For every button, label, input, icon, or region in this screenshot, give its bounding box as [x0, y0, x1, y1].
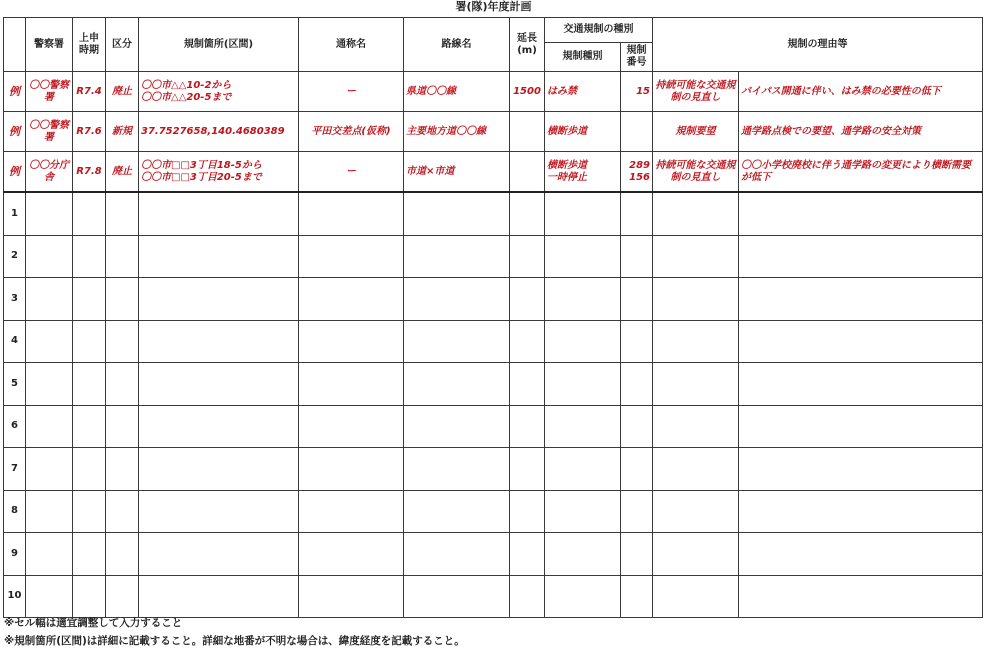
header-category: 区分: [106, 18, 139, 72]
cell-reg-no[interactable]: [621, 490, 653, 533]
cell-length[interactable]: [510, 363, 545, 406]
example-reason: 〇〇小学校廃校に伴う通学路の変更により横断需要が低下: [739, 152, 983, 193]
table-row: [4, 490, 983, 533]
example-station: 〇〇分庁舎: [26, 152, 73, 193]
example-reason-tag: 規制要望: [653, 112, 739, 152]
cell-common-name[interactable]: [299, 235, 404, 278]
cell-reason[interactable]: [739, 533, 983, 576]
example-label: 例: [4, 72, 26, 112]
cell-reg-no[interactable]: [621, 235, 653, 278]
example-common-name: ー: [299, 152, 404, 193]
row-number: 7: [4, 448, 26, 491]
cell-route[interactable]: [404, 575, 510, 618]
cell-common-name[interactable]: [299, 363, 404, 406]
cell-reg-type[interactable]: [545, 192, 621, 235]
table-row: [4, 192, 983, 235]
row-number: 9: [4, 533, 26, 576]
cell-reg-no[interactable]: [621, 278, 653, 321]
header-regulation-type: 規制種別: [545, 43, 621, 72]
header-location: 規制箇所(区間): [139, 18, 299, 72]
example-reason-tag: 持続可能な交通規制の見直し: [653, 152, 739, 193]
example-reg-no: 15: [621, 72, 653, 112]
example-reason: 通学路点検での要望、通学路の安全対策: [739, 112, 983, 152]
cell-location[interactable]: [139, 278, 299, 321]
example-period: R7.8: [73, 152, 106, 193]
example-reg-no: 289 156: [621, 152, 653, 193]
cell-period[interactable]: [73, 575, 106, 618]
cell-location[interactable]: [139, 575, 299, 618]
row-number: 8: [4, 490, 26, 533]
table-row: [4, 448, 983, 491]
header-reason: 規制の理由等: [653, 18, 983, 72]
cell-category[interactable]: [106, 448, 139, 491]
cell-route[interactable]: [404, 320, 510, 363]
cell-reason[interactable]: [739, 192, 983, 235]
cell-station[interactable]: [26, 490, 73, 533]
cell-location[interactable]: [139, 363, 299, 406]
cell-length[interactable]: [510, 448, 545, 491]
cell-route[interactable]: [404, 490, 510, 533]
cell-reg-no[interactable]: [621, 405, 653, 448]
cell-location[interactable]: [139, 533, 299, 576]
cell-reg-no[interactable]: [621, 363, 653, 406]
cell-length[interactable]: [510, 192, 545, 235]
cell-station[interactable]: [26, 320, 73, 363]
cell-category[interactable]: [106, 363, 139, 406]
cell-reason-tag[interactable]: [653, 533, 739, 576]
cell-reason[interactable]: [739, 448, 983, 491]
table-row: [4, 575, 983, 618]
cell-station[interactable]: [26, 405, 73, 448]
cell-station[interactable]: [26, 533, 73, 576]
example-length: [510, 152, 545, 193]
cell-location[interactable]: [139, 192, 299, 235]
cell-reg-type[interactable]: [545, 405, 621, 448]
example-category: 廃止: [106, 152, 139, 193]
header-common-name: 通称名: [299, 18, 404, 72]
example-station: 〇〇警察署: [26, 72, 73, 112]
example-route: 県道〇〇線: [404, 72, 510, 112]
example-common-name: 平田交差点(仮称): [299, 112, 404, 152]
cell-reason[interactable]: [739, 405, 983, 448]
cell-location[interactable]: [139, 405, 299, 448]
cell-reason[interactable]: [739, 235, 983, 278]
plan-table: [3, 17, 983, 618]
cell-reason-tag[interactable]: [653, 320, 739, 363]
cell-reg-no[interactable]: [621, 192, 653, 235]
cell-route[interactable]: [404, 235, 510, 278]
cell-common-name[interactable]: [299, 575, 404, 618]
cell-reason[interactable]: [739, 320, 983, 363]
cell-common-name[interactable]: [299, 192, 404, 235]
cell-category[interactable]: [106, 490, 139, 533]
header-station: 警察署: [26, 18, 73, 72]
cell-period[interactable]: [73, 490, 106, 533]
cell-reg-type[interactable]: [545, 363, 621, 406]
page-title: 署(隊)年度計画: [455, 0, 532, 13]
cell-location[interactable]: [139, 448, 299, 491]
cell-station[interactable]: [26, 278, 73, 321]
example-label: 例: [4, 152, 26, 193]
cell-reg-no[interactable]: [621, 533, 653, 576]
cell-length[interactable]: [510, 575, 545, 618]
cell-station[interactable]: [26, 192, 73, 235]
row-number: 4: [4, 320, 26, 363]
cell-reason-tag[interactable]: [653, 575, 739, 618]
cell-reason-tag[interactable]: [653, 363, 739, 406]
table-row: [4, 533, 983, 576]
cell-route[interactable]: [404, 278, 510, 321]
header-length: 延長(m): [510, 18, 545, 72]
note-location-detail: ※規制箇所(区間)は詳細に記載すること。詳細な地番が不明な場合は、緯度経度を記載すること。: [4, 635, 465, 647]
cell-reg-type[interactable]: [545, 575, 621, 618]
example-reg-type: 横断歩道: [545, 112, 621, 152]
table-header: [4, 18, 983, 72]
example-category: 新規: [106, 112, 139, 152]
row-number: 3: [4, 278, 26, 321]
cell-reason[interactable]: [739, 278, 983, 321]
cell-period[interactable]: [73, 405, 106, 448]
cell-reason-tag[interactable]: [653, 490, 739, 533]
example-route: 市道×市道: [404, 152, 510, 193]
cell-period[interactable]: [73, 320, 106, 363]
header-row-label: [4, 18, 26, 72]
example-reg-no: [621, 112, 653, 152]
cell-category[interactable]: [106, 405, 139, 448]
cell-reg-type[interactable]: [545, 320, 621, 363]
cell-reg-type[interactable]: [545, 533, 621, 576]
cell-station[interactable]: [26, 575, 73, 618]
row-number: 6: [4, 405, 26, 448]
cell-category[interactable]: [106, 575, 139, 618]
cell-reason-tag[interactable]: [653, 405, 739, 448]
cell-category[interactable]: [106, 278, 139, 321]
notes: [4, 614, 984, 650]
example-location: 37.7527658,140.4680389: [139, 112, 299, 152]
table-row: [4, 405, 983, 448]
cell-reason[interactable]: [739, 490, 983, 533]
example-station: 〇〇警察署: [26, 112, 73, 152]
cell-reason[interactable]: [739, 363, 983, 406]
cell-common-name[interactable]: [299, 320, 404, 363]
example-period: R7.4: [73, 72, 106, 112]
header-regulation-no: 規制番号: [621, 43, 653, 72]
cell-period[interactable]: [73, 533, 106, 576]
cell-reg-type[interactable]: [545, 490, 621, 533]
cell-route[interactable]: [404, 448, 510, 491]
table-body: [4, 72, 983, 618]
example-route: 主要地方道〇〇線: [404, 112, 510, 152]
cell-reason-tag[interactable]: [653, 235, 739, 278]
example-location: 〇〇市△△10-2から 〇〇市△△20-5まで: [139, 72, 299, 112]
cell-category[interactable]: [106, 320, 139, 363]
cell-common-name[interactable]: [299, 448, 404, 491]
cell-location[interactable]: [139, 235, 299, 278]
cell-category[interactable]: [106, 533, 139, 576]
cell-length[interactable]: [510, 405, 545, 448]
example-common-name: ー: [299, 72, 404, 112]
example-location: 〇〇市□□3丁目18-5から 〇〇市□□3丁目20-5まで: [139, 152, 299, 193]
cell-period[interactable]: [73, 448, 106, 491]
example-period: R7.6: [73, 112, 106, 152]
cell-route[interactable]: [404, 363, 510, 406]
cell-route[interactable]: [404, 192, 510, 235]
cell-period[interactable]: [73, 192, 106, 235]
example-row: [4, 112, 983, 152]
example-reason: バイパス開通に伴い、はみ禁の必要性の低下: [739, 72, 983, 112]
cell-station[interactable]: [26, 448, 73, 491]
cell-reason-tag[interactable]: [653, 278, 739, 321]
cell-route[interactable]: [404, 405, 510, 448]
cell-common-name[interactable]: [299, 533, 404, 576]
header-route-name: 路線名: [404, 18, 510, 72]
cell-reg-no[interactable]: [621, 320, 653, 363]
row-number: 1: [4, 192, 26, 235]
cell-station[interactable]: [26, 235, 73, 278]
cell-reg-no[interactable]: [621, 575, 653, 618]
cell-common-name[interactable]: [299, 490, 404, 533]
cell-reg-no[interactable]: [621, 448, 653, 491]
cell-reg-type[interactable]: [545, 448, 621, 491]
table-row: [4, 235, 983, 278]
cell-reason-tag[interactable]: [653, 192, 739, 235]
cell-location[interactable]: [139, 320, 299, 363]
cell-common-name[interactable]: [299, 405, 404, 448]
cell-reason-tag[interactable]: [653, 448, 739, 491]
example-category: 廃止: [106, 72, 139, 112]
cell-length[interactable]: [510, 320, 545, 363]
cell-length[interactable]: [510, 533, 545, 576]
cell-length[interactable]: [510, 235, 545, 278]
table-row: [4, 320, 983, 363]
cell-common-name[interactable]: [299, 278, 404, 321]
example-length: [510, 112, 545, 152]
cell-period[interactable]: [73, 363, 106, 406]
example-row: [4, 72, 983, 112]
cell-route[interactable]: [404, 533, 510, 576]
cell-category[interactable]: [106, 235, 139, 278]
cell-location[interactable]: [139, 490, 299, 533]
row-number: 2: [4, 235, 26, 278]
cell-reason[interactable]: [739, 575, 983, 618]
cell-station[interactable]: [26, 363, 73, 406]
cell-length[interactable]: [510, 278, 545, 321]
example-reason-tag: 持続可能な交通規制の見直し: [653, 72, 739, 112]
example-length: 1500: [510, 72, 545, 112]
cell-reg-type[interactable]: [545, 278, 621, 321]
table-row: [4, 363, 983, 406]
cell-category[interactable]: [106, 192, 139, 235]
row-number: 10: [4, 575, 26, 618]
cell-reg-type[interactable]: [545, 235, 621, 278]
table-row: [4, 278, 983, 321]
header-regulation-group: 交通規制の種別: [545, 18, 653, 43]
example-reg-type: 横断歩道 一時停止: [545, 152, 621, 193]
example-label: 例: [4, 112, 26, 152]
cell-period[interactable]: [73, 278, 106, 321]
example-reg-type: はみ禁: [545, 72, 621, 112]
header-apply-period: 上申時期: [73, 18, 106, 72]
example-row: [4, 152, 983, 193]
cell-period[interactable]: [73, 235, 106, 278]
row-number: 5: [4, 363, 26, 406]
note-cell-width: ※セル幅は適宜調整して入力すること: [4, 617, 183, 629]
cell-length[interactable]: [510, 490, 545, 533]
